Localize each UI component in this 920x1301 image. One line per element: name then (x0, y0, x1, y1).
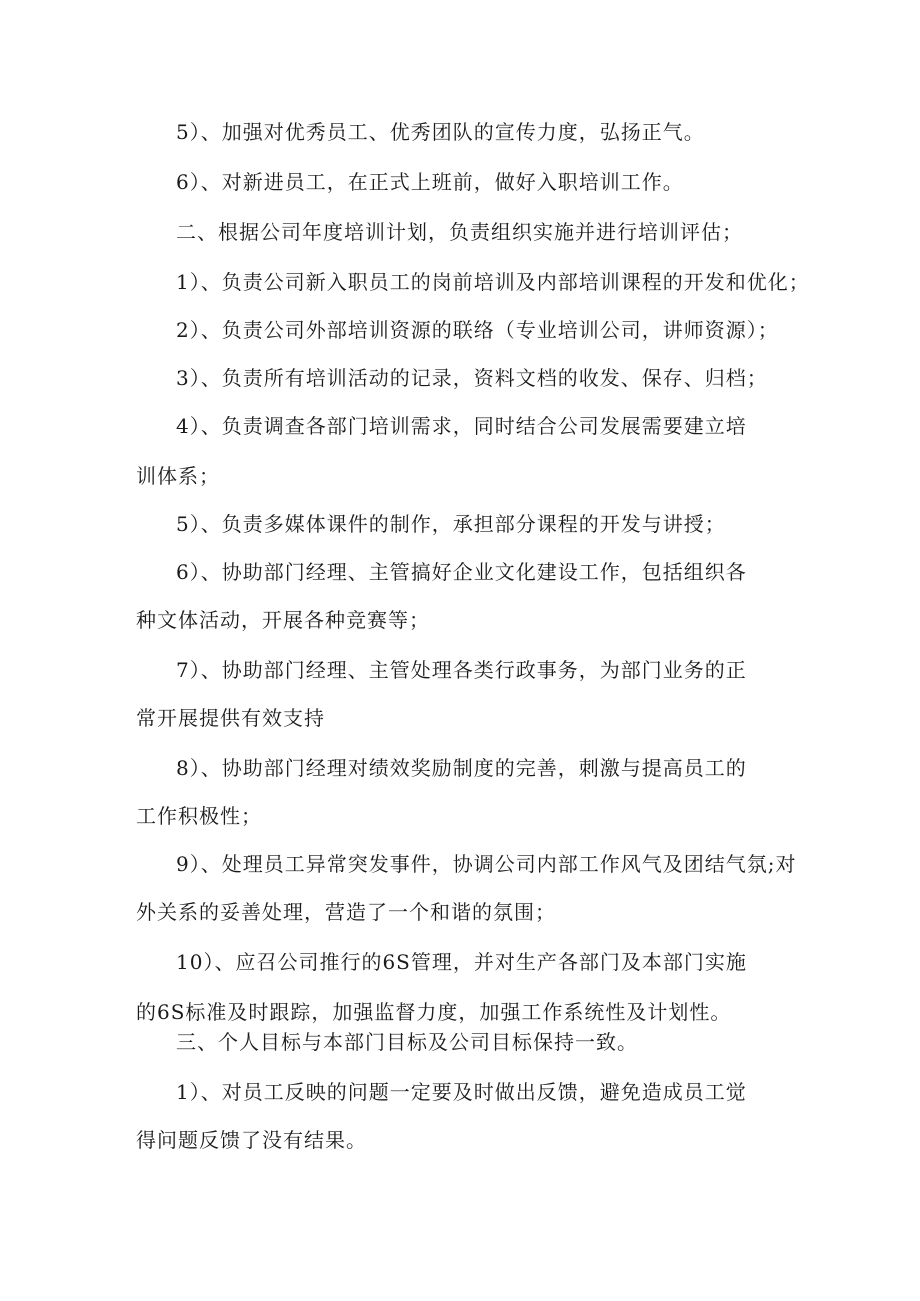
paragraph-line: 1）、负责公司新入职员工的岗前培训及内部培训课程的开发和优化； (176, 270, 810, 294)
paragraph-line: 5）、负责多媒体课件的制作，承担部分课程的开发与讲授； (176, 512, 726, 536)
paragraph-line-continuation: 的6S标准及时跟踪，加强监督力度，加强工作系统性及计划性。 (136, 1000, 732, 1024)
paragraph-line-continuation: 工作积极性； (136, 804, 262, 828)
paragraph-line: 1）、对员工反映的问题一定要及时做出反馈，避免造成员工觉 (176, 1080, 747, 1104)
section-heading: 三、个人目标与本部门目标及公司目标保持一致。 (176, 1030, 638, 1054)
paragraph-line-continuation: 训体系； (136, 464, 220, 488)
paragraph-line: 9）、处理员工异常突发事件，协调公司内部工作风气及团结气氛;对 (176, 852, 797, 876)
paragraph-line-continuation: 常开展提供有效支持 (136, 706, 325, 730)
paragraph-line: 3）、负责所有培训活动的记录，资料文档的收发、保存、归档； (176, 366, 768, 390)
paragraph-line-continuation: 外关系的妥善处理，营造了一个和谐的氛围； (136, 900, 556, 924)
paragraph-line-continuation: 种文体活动，开展各种竞赛等； (136, 608, 430, 632)
paragraph-line: 5）、加强对优秀员工、优秀团队的宣传力度，弘扬正气。 (176, 120, 705, 144)
paragraph-line: 10）、应召公司推行的6S管理，并对生产各部门及本部门实施 (176, 950, 747, 974)
paragraph-line-continuation: 得问题反馈了没有结果。 (136, 1128, 367, 1152)
paragraph-line: 2）、负责公司外部培训资源的联络（专业培训公司，讲师资源）； (176, 318, 779, 342)
paragraph-line: 6）、对新进员工，在正式上班前，做好入职培训工作。 (176, 170, 684, 194)
paragraph-line: 7）、协助部门经理、主管处理各类行政事务，为部门业务的正 (176, 658, 747, 682)
section-heading: 二、根据公司年度培训计划，负责组织实施并进行培训评估； (176, 220, 743, 244)
paragraph-line: 4）、负责调查各部门培训需求，同时结合公司发展需要建立培 (176, 414, 747, 438)
paragraph-line: 8）、协助部门经理对绩效奖励制度的完善，刺激与提高员工的 (176, 756, 747, 780)
paragraph-line: 6）、协助部门经理、主管搞好企业文化建设工作，包括组织各 (176, 560, 747, 584)
